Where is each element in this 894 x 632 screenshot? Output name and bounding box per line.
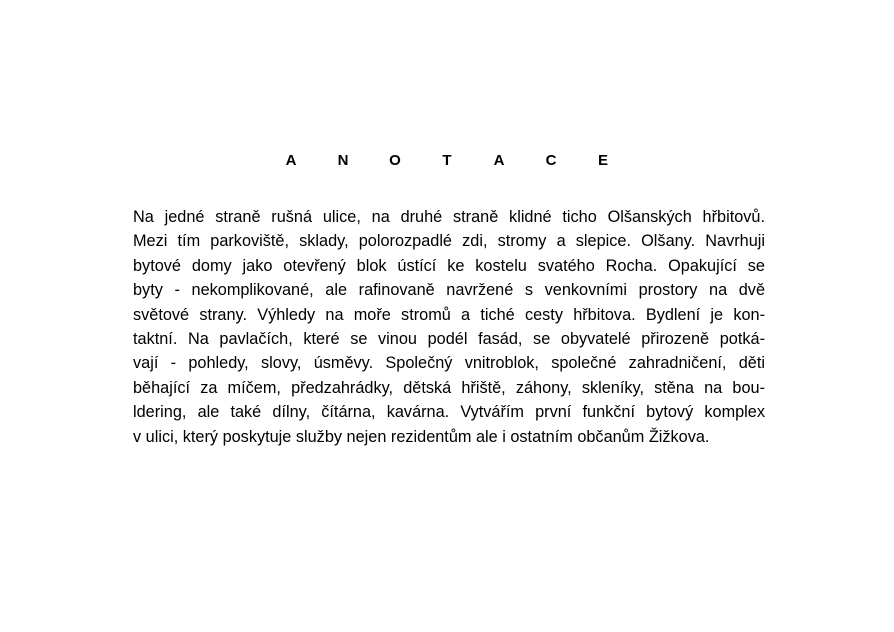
title-letter: O	[389, 152, 401, 169]
page-title	[0, 152, 894, 169]
paragraph-line: bytové domy jako otevřený blok ústící ke kostelu svatého Rocha. Opakující se	[133, 256, 765, 275]
paragraph-line: taktní. Na pavlačích, které se vinou podél fasád, se obyvatelé přirozeně potká-	[133, 330, 765, 349]
title-letter: E	[597, 152, 608, 169]
title-letter: A	[285, 152, 297, 169]
annotation-paragraph	[133, 205, 765, 449]
paragraph-line: Mezi tím parkoviště, sklady, polorozpadlé zdi, stromy a slepice. Olšany. Navrhuji	[133, 232, 765, 251]
paragraph-line: běhající za míčem, předzahrádky, dětská hřiště, záhony, skleníky, stěna na bou-	[133, 378, 765, 397]
paragraph-line: světové strany. Výhledy na moře stromů a tiché cesty hřbitova. Bydlení je kon-	[133, 305, 765, 324]
paragraph-line: vají - pohledy, slovy, úsměvy. Společný vnitroblok, společné zahradničení, děti	[133, 354, 765, 373]
paragraph-line: v ulici, který poskytuje služby nejen rezidentům ale i ostatním občanům Žižkova.	[133, 427, 710, 446]
title-letter: A	[493, 152, 505, 169]
title-letter: C	[545, 152, 557, 169]
paragraph-line: byty - nekomplikované, ale rafinovaně navržené s venkovními prostory na dvě	[133, 281, 765, 300]
title-letter: T	[442, 152, 452, 169]
paragraph-line: ldering, ale také dílny, čítárna, kavárna. Vytvářím první funkční bytový komplex	[133, 403, 765, 422]
title-letter: N	[337, 152, 349, 169]
paragraph-line: Na jedné straně rušná ulice, na druhé straně klidné ticho Olšanských hřbitovů.	[133, 208, 765, 226]
title-letters	[265, 152, 629, 169]
